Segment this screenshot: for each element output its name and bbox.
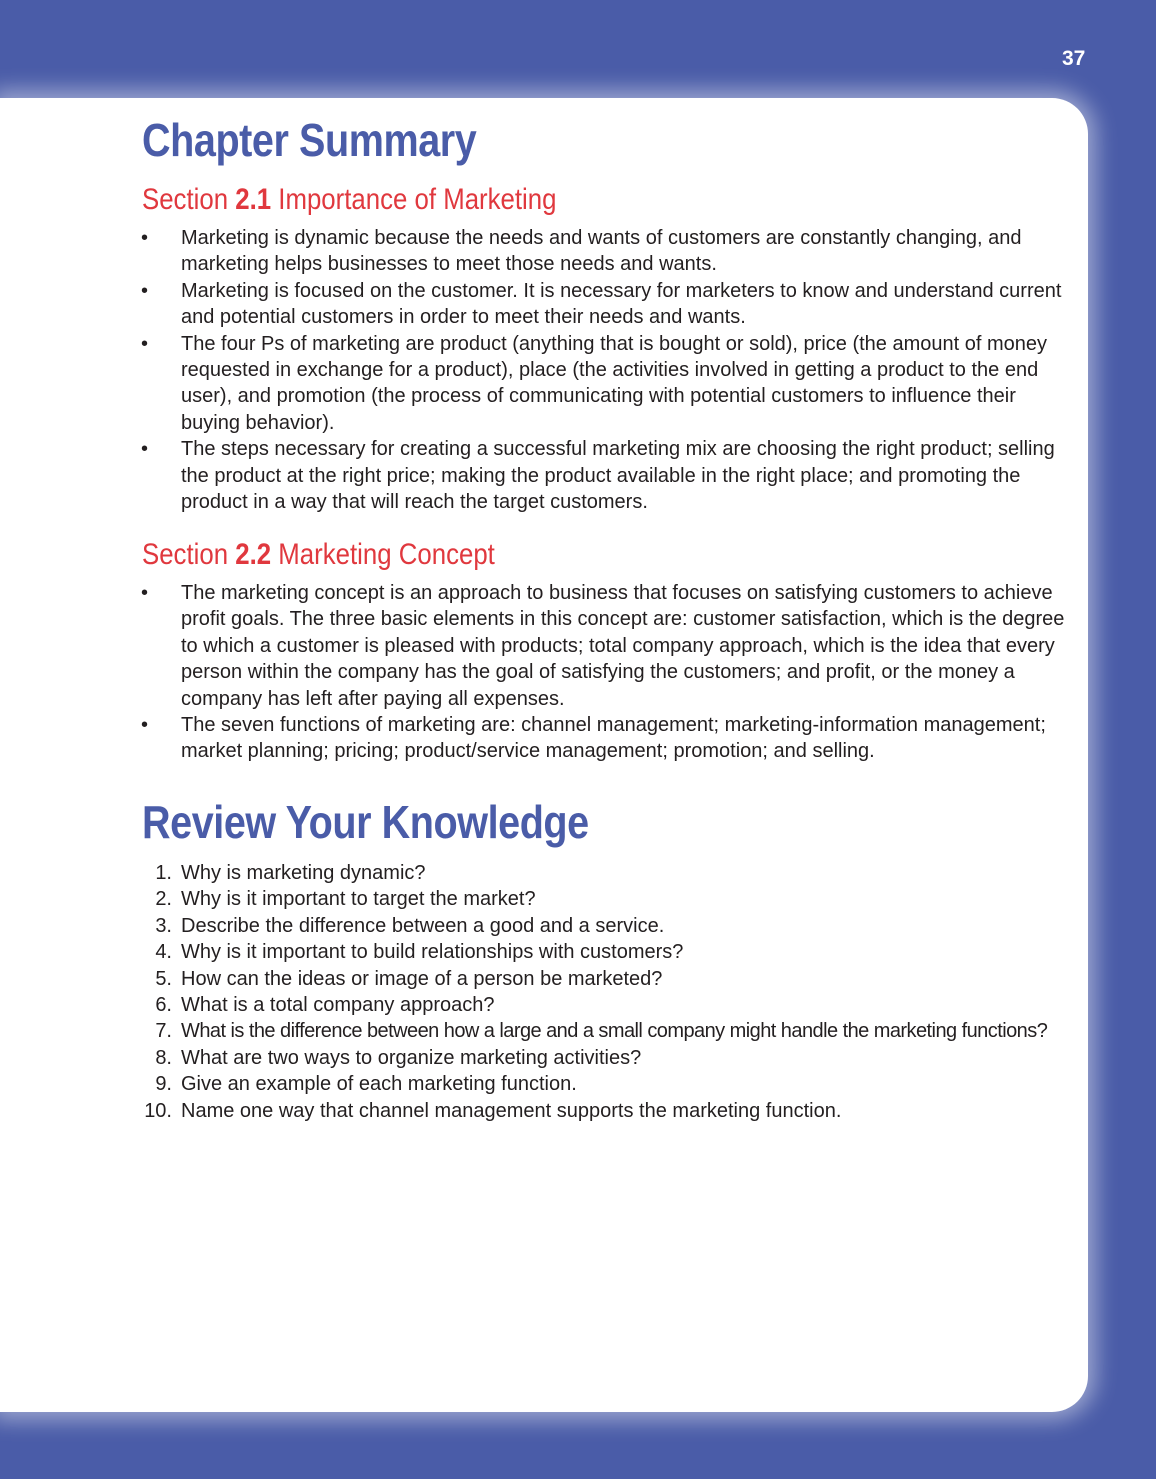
question-text: How can the ideas or image of a person be marketed? <box>181 967 663 990</box>
question-text: What is a total company approach? <box>181 994 495 1017</box>
question-number: 8. <box>155 1046 172 1069</box>
question-text: Give an example of each marketing function. <box>181 1073 577 1096</box>
list-item: • The steps necessary for creating a successful marketing mix are choosing the right product; selling the product at the right price; making the product available in the right place; and promoting the product in a way that will reach the target customers. <box>0 436 1076 515</box>
question-item <box>0 939 1076 965</box>
question-item <box>0 992 1076 1018</box>
section-prefix: Section <box>142 538 229 571</box>
section-2-2-bullets <box>0 580 1076 765</box>
question-text: Why is marketing dynamic? <box>181 862 426 884</box>
question-text: Name one way that channel management supports the marketing function. <box>181 1099 842 1122</box>
question-number: 4. <box>155 941 172 964</box>
section-heading-2-1 <box>142 183 556 217</box>
question-item <box>0 886 1076 912</box>
question-number: 6. <box>155 994 172 1017</box>
list-item: • The marketing concept is an approach to business that focuses on satisfying customers to achieve profit goals. The three basic elements in this concept are: customer satisfaction, which is the degree to which a customer is pleased with products; total company approach, which is the idea that every person within the company has the goal of satisfying the customers; and profit, or the money a company has left after paying all expenses. <box>0 580 1076 712</box>
list-item: • The seven functions of marketing are: channel management; marketing-information management; market planning; pricing; product/service management; promotion; and selling. <box>0 712 1076 765</box>
question-item <box>0 1098 1076 1124</box>
section-number: 2.2 <box>235 538 272 571</box>
question-text: What is the difference between how a large and a small company might handle the marketing functions? <box>181 1020 1048 1043</box>
list-item: • Marketing is focused on the customer. It is necessary for marketers to know and understand current and potential customers in order to meet their needs and wants. <box>0 278 1076 331</box>
question-text: What are two ways to organize marketing activities? <box>181 1046 642 1069</box>
list-item: • Marketing is dynamic because the needs and wants of customers are constantly changing, and marketing helps businesses to meet those needs and wants. <box>0 225 1076 278</box>
question-number: 10. <box>144 1099 172 1122</box>
page-number: 37 <box>1062 47 1086 70</box>
list-item: • The four Ps of marketing are product (anything that is bought or sold), price (the amount of money requested in exchange for a product), place (the activities involved in getting a product to the end user), and promotion (the process of communicating with potential customers to influence their buying behavior). <box>0 331 1076 437</box>
question-text: Describe the difference between a good and a service. <box>181 914 665 937</box>
chapter-summary-title: Chapter Summary <box>142 114 477 166</box>
section-number: 2.1 <box>235 183 272 216</box>
question-number: 1. <box>155 862 172 884</box>
question-number: 2. <box>155 888 172 911</box>
question-number: 5. <box>155 967 172 990</box>
question-number: 3. <box>155 914 172 937</box>
section-title: Marketing Concept <box>278 538 495 571</box>
section-2-1-bullets <box>0 225 1076 515</box>
section-prefix: Section <box>142 183 229 216</box>
question-item <box>0 860 1076 886</box>
question-item <box>0 966 1076 992</box>
question-item <box>0 1045 1076 1071</box>
section-heading-2-2 <box>142 538 495 572</box>
section-title: Importance of Marketing <box>278 183 557 216</box>
review-title: Review Your Knowledge <box>142 796 589 848</box>
question-item <box>0 1071 1076 1097</box>
question-number: 7. <box>155 1020 172 1043</box>
question-number: 9. <box>155 1073 172 1096</box>
question-item <box>0 1018 1076 1044</box>
question-text: Why is it important to target the market? <box>181 888 536 911</box>
question-item <box>0 913 1076 939</box>
review-questions <box>0 860 1076 1124</box>
question-text: Why is it important to build relationships with customers? <box>181 941 684 964</box>
